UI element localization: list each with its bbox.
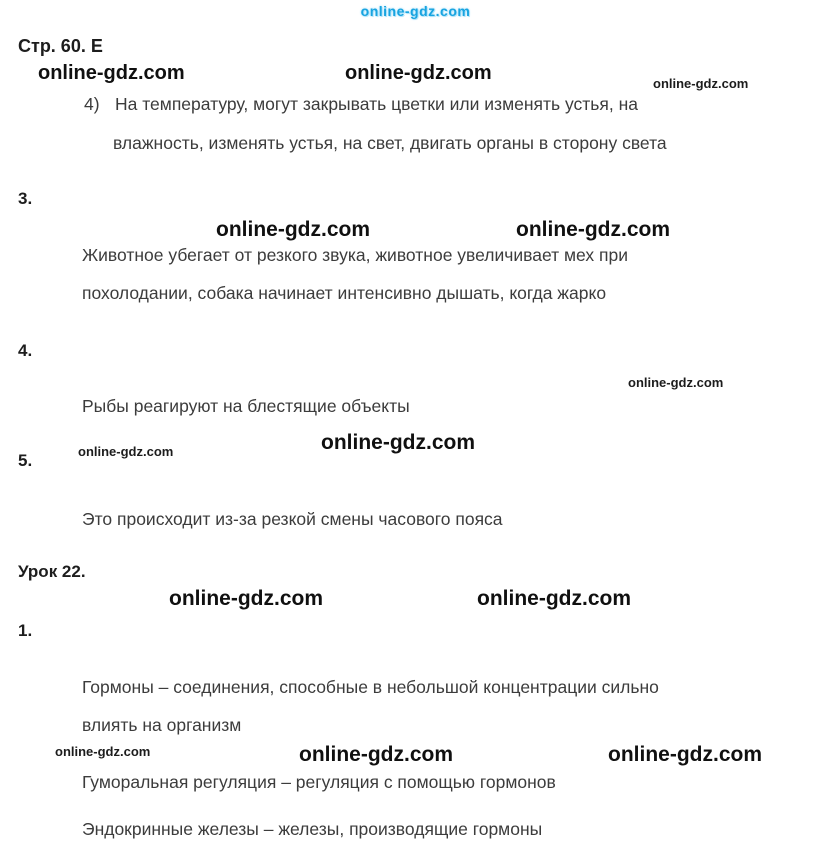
watermark-online-gdz: online-gdz.com xyxy=(628,375,724,390)
answer-4-line1: На температуру, могут закрывать цветки или изменять устья, на xyxy=(115,94,639,114)
watermark-online-gdz: online-gdz.com xyxy=(216,218,370,241)
watermark-online-gdz: online-gdz.com xyxy=(169,587,323,610)
question-4-number: 4. xyxy=(18,341,33,360)
watermark-online-gdz: online-gdz.com xyxy=(299,743,453,766)
answer-5-text: Это происходит из-за резкой смены часового пояса xyxy=(82,509,503,529)
answer-4-line2: влажность, изменять устья, на свет, двигать органы в сторону света xyxy=(113,133,667,153)
watermark-online-gdz: online-gdz.com xyxy=(345,62,492,84)
watermark-online-gdz-top: online-gdz.com xyxy=(360,3,471,19)
watermark-online-gdz: online-gdz.com xyxy=(78,444,174,459)
question-3-number: 3. xyxy=(18,189,33,208)
answer-1-line1: Гормоны – соединения, способные в небольшой концентрации сильно xyxy=(82,677,659,697)
watermark-online-gdz: online-gdz.com xyxy=(516,218,670,241)
watermark-online-gdz: online-gdz.com xyxy=(55,744,151,759)
watermark-online-gdz: online-gdz.com xyxy=(321,431,475,454)
answer-1-line2: влиять на организм xyxy=(82,715,242,735)
answer-4-text: Рыбы реагируют на блестящие объекты xyxy=(82,396,410,416)
answer-3-line2: похолодании, собака начинает интенсивно дышать, когда жарко xyxy=(82,283,607,303)
watermark-online-gdz: online-gdz.com xyxy=(653,76,749,91)
watermark-online-gdz: online-gdz.com xyxy=(477,587,631,610)
watermark-online-gdz: online-gdz.com xyxy=(38,62,185,84)
answer-3-line1: Животное убегает от резкого звука, животное увеличивает мех при xyxy=(82,245,629,265)
watermark-online-gdz: online-gdz.com xyxy=(608,743,762,766)
definition-humoral-regulation: Гуморальная регуляция – регуляция с помощью гормонов xyxy=(82,772,556,792)
lesson-22-heading: Урок 22. xyxy=(18,562,86,581)
question-5-number: 5. xyxy=(18,451,33,470)
page-header: Стр. 60. Е xyxy=(18,36,103,56)
definition-endocrine-glands: Эндокринные железы – железы, производящие гормоны xyxy=(82,819,543,839)
question-1-number: 1. xyxy=(18,621,33,640)
answer-4-number: 4) xyxy=(84,94,100,114)
